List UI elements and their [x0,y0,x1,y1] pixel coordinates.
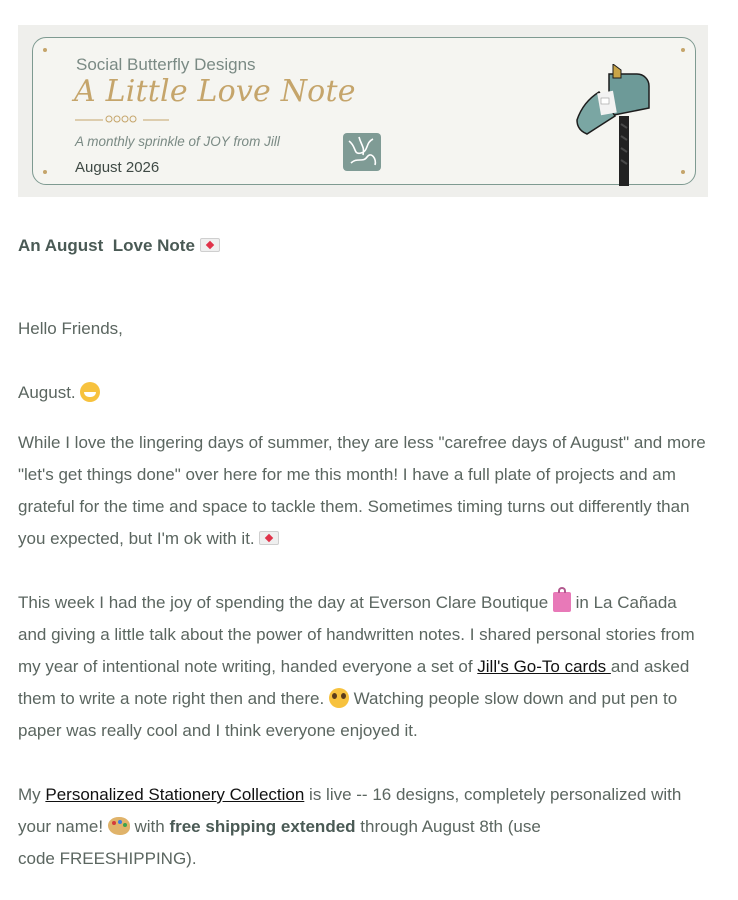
corner-dot [43,48,47,52]
flourish-icon [73,114,173,126]
issue-date: August 2026 [75,159,160,176]
paragraph-stationery: My Personalized Stationery Collection is live -- 16 designs, completely personalized with your name! with free shipping extended through August 8th (use code FREESHIPPING). [18,785,682,868]
email-heading: An August Love Note [18,236,220,256]
love-letter-icon [259,531,279,545]
paragraph-boutique: This week I had the joy of spending the day at Everson Clare Boutique in La Cañada and giving a little talk about the power of handwritten notes. I shared personal stories from my year of intentional note writing, handed everyone a set of Jill's Go-To cards and asked them to write a note right then and there. Watching people slow down and put pen to paper was really cool and I think everyone enjoyed it. [18,593,695,740]
brand-name: Social Butterfly Designs [76,55,256,74]
newsletter-title: A Little Love Note [74,74,356,109]
gotocards-link[interactable]: Jill's Go-To cards [477,657,611,676]
august-line: August. [18,377,708,409]
corner-dot [43,170,47,174]
shopping-bags-icon [553,592,571,612]
love-letter-icon [200,238,220,252]
newsletter-banner [18,25,708,197]
greeting: Hello Friends, [18,319,123,338]
free-shipping-text: free shipping extended [169,817,356,836]
paragraph-summer: While I love the lingering days of summer, they are less "carefree days of August" and more "let's get things done" over here for me this month! I have a full plate of projects and am grateful for the time and space to tackle them. Sometimes timing turns out differently than you expected, but I'm ok with it. [18,433,706,548]
tagline: A monthly sprinkle of JOY from Jill [75,134,280,149]
grinning-sweat-icon [80,382,100,402]
corner-dot [681,170,685,174]
banner-card [32,37,696,185]
stationery-collection-link[interactable]: Personalized Stationery Collection [45,785,305,804]
mailbox-icon [575,64,655,186]
pleading-face-icon [329,688,349,708]
corner-dot [681,48,685,52]
artist-palette-icon [108,817,130,835]
butterfly-logo-icon [343,133,381,171]
